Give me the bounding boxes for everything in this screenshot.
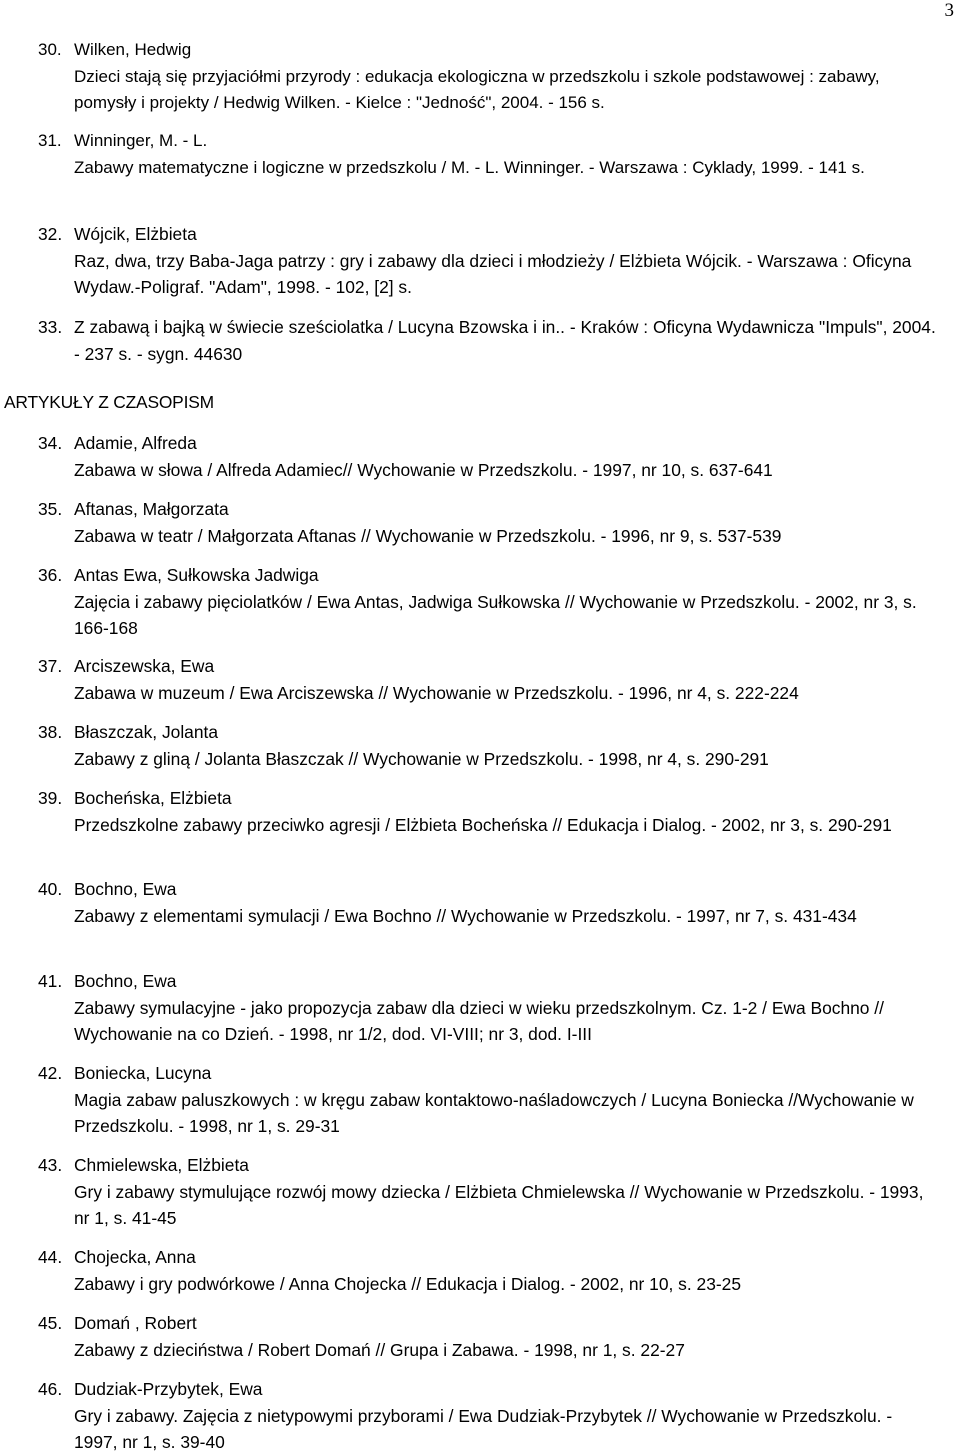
entry-author: Bocheńska, Elżbieta (74, 788, 232, 808)
entry-number: 38. (38, 722, 63, 742)
list-item (38, 876, 938, 929)
entry-author: Bochno, Ewa (74, 879, 177, 899)
entry-description: Dzieci stają się przyjaciółmi przyrody : edukacja ekologiczna w przedszkolu i szkole podstawowej : zabawy, pomysły i projekty / Hedwig Wilken. - Kielce : "Jedność", 2004. - 156 s. (74, 66, 880, 112)
entry-author: Chojecka, Anna (74, 1247, 196, 1267)
entry-description: Zabawa w teatr / Małgorzata Aftanas // Wychowanie w Przedszkolu. - 1996, nr 9, s. 537-539 (74, 525, 782, 546)
entry-number: 36. (38, 565, 63, 585)
entry-number: 33. (38, 317, 63, 337)
entry-description: Zabawa w muzeum / Ewa Arciszewska // Wychowanie w Przedszkolu. - 1996, nr 4, s. 222-224 (74, 682, 799, 703)
entry-author: Błaszczak, Jolanta (74, 722, 219, 742)
entry-description: Zabawy z elementami symulacji / Ewa Bochno // Wychowanie w Przedszkolu. - 1997, nr 7, s. 431-434 (74, 905, 857, 926)
list-item (38, 968, 938, 1048)
entry-description: Gry i zabawy. Zajęcia z nietypowymi przyborami / Ewa Dudziak-Przybytek // Wychowanie w Przedszkolu. - 1997, nr 1, s. 39-40 (74, 1405, 893, 1452)
section-heading: ARTYKUŁY Z CZASOPISM (4, 392, 214, 412)
page-number: 3 (944, 0, 954, 21)
entry-author: Domań , Robert (74, 1313, 197, 1333)
list-item (38, 1060, 938, 1140)
entry-number: 42. (38, 1063, 63, 1083)
list-item (38, 128, 938, 181)
entry-description: Zabawa w słowa / Alfreda Adamiec// Wychowanie w Przedszkolu. - 1997, nr 10, s. 637-641 (74, 459, 773, 480)
entry-description: Zabawy z gliną / Jolanta Błaszczak // Wychowanie w Przedszkolu. - 1998, nr 4, s. 290-291 (74, 748, 769, 769)
entry-author: Arciszewska, Ewa (74, 656, 215, 676)
entry-author: Boniecka, Lucyna (74, 1063, 212, 1083)
entry-description: Zabawy z dzieciństwa / Robert Domań // Grupa i Zabawa. - 1998, nr 1, s. 22-27 (74, 1339, 685, 1360)
list-item (38, 1310, 938, 1363)
list-item (38, 430, 938, 483)
list-item (38, 785, 938, 838)
entry-author: Bochno, Ewa (74, 971, 177, 991)
entry-description: Gry i zabawy stymulujące rozwój mowy dziecka / Elżbieta Chmielewska // Wychowanie w Przedszkolu. - 1993, nr 1, s. 41-45 (74, 1181, 924, 1228)
entry-number: 43. (38, 1155, 63, 1175)
entry-author: Aftanas, Małgorzata (74, 499, 229, 519)
entry-number: 35. (38, 499, 63, 519)
entry-author: Winninger, M. - L. (74, 131, 208, 150)
list-item (38, 314, 938, 367)
entry-author: Adamie, Alfreda (74, 433, 197, 453)
entry-number: 34. (38, 433, 63, 453)
entry-author: Antas Ewa, Sułkowska Jadwiga (74, 565, 319, 585)
entry-number: 30. (38, 40, 62, 59)
entry-description: Przedszkolne zabawy przeciwko agresji / Elżbieta Bocheńska // Edukacja i Dialog. - 2002, nr 3, s. 290-291 (74, 814, 892, 835)
list-item (38, 221, 938, 301)
entry-author: Dudziak-Przybytek, Ewa (74, 1379, 263, 1399)
entry-description: Magia zabaw paluszkowych : w kręgu zabaw kontaktowo-naśladowczych / Lucyna Boniecka //Wychowanie w Przedszkolu. - 1998, nr 1, s. 29-31 (74, 1089, 914, 1136)
entry-author: Chmielewska, Elżbieta (74, 1155, 249, 1175)
entry-description: Zabawy matematyczne i logiczne w przedszkolu / M. - L. Winninger. - Warszawa : Cyklady, 1999. - 141 s. (74, 157, 865, 177)
entry-description: Zabawy symulacyjne - jako propozycja zabaw dla dzieci w wieku przedszkolnym. Cz. 1-2 / Ewa Bochno // Wychowanie na co Dzień. - 1998, nr 1/2, dod. VI-VIII; nr 3, dod. I-III (74, 997, 884, 1044)
list-item (38, 1152, 938, 1232)
entry-description: Zajęcia i zabawy pięciolatków / Ewa Antas, Jadwiga Sułkowska // Wychowanie w Przedszkolu. - 2002, nr 3, s. 166-168 (74, 591, 917, 638)
list-item (38, 1376, 938, 1456)
entry-number: 32. (38, 224, 63, 244)
entry-number: 39. (38, 788, 63, 808)
entry-number: 31. (38, 131, 62, 150)
list-item (38, 653, 938, 706)
list-item (38, 719, 938, 772)
entry-description: Raz, dwa, trzy Baba-Jaga patrzy : gry i zabawy dla dzieci i młodzieży / Elżbieta Wójcik. - Warszawa : Oficyna Wydaw.-Poligraf. "Adam", 1998. - 102, [2] s. (74, 250, 912, 297)
entry-number: 45. (38, 1313, 63, 1333)
entry-description: Zabawy i gry podwórkowe / Anna Chojecka // Edukacja i Dialog. - 2002, nr 10, s. 23-25 (74, 1273, 742, 1294)
entry-number: 41. (38, 971, 63, 991)
entry-author: Wilken, Hedwig (74, 40, 192, 59)
entry-number: 37. (38, 656, 63, 676)
entry-author: Wójcik, Elżbieta (74, 224, 197, 244)
entry-number: 44. (38, 1247, 63, 1267)
list-item (38, 562, 938, 642)
entry-number: 40. (38, 879, 63, 899)
entry-number: 46. (38, 1379, 63, 1399)
entry-description: Z zabawą i bajką w świecie sześciolatka / Lucyna Bzowska i in.. - Kraków : Oficyna Wydawnicza "Impuls", 2004. - 237 s. - sygn. 44630 (74, 317, 936, 364)
list-item (38, 496, 938, 549)
list-item (38, 37, 938, 117)
list-item (38, 1244, 938, 1297)
